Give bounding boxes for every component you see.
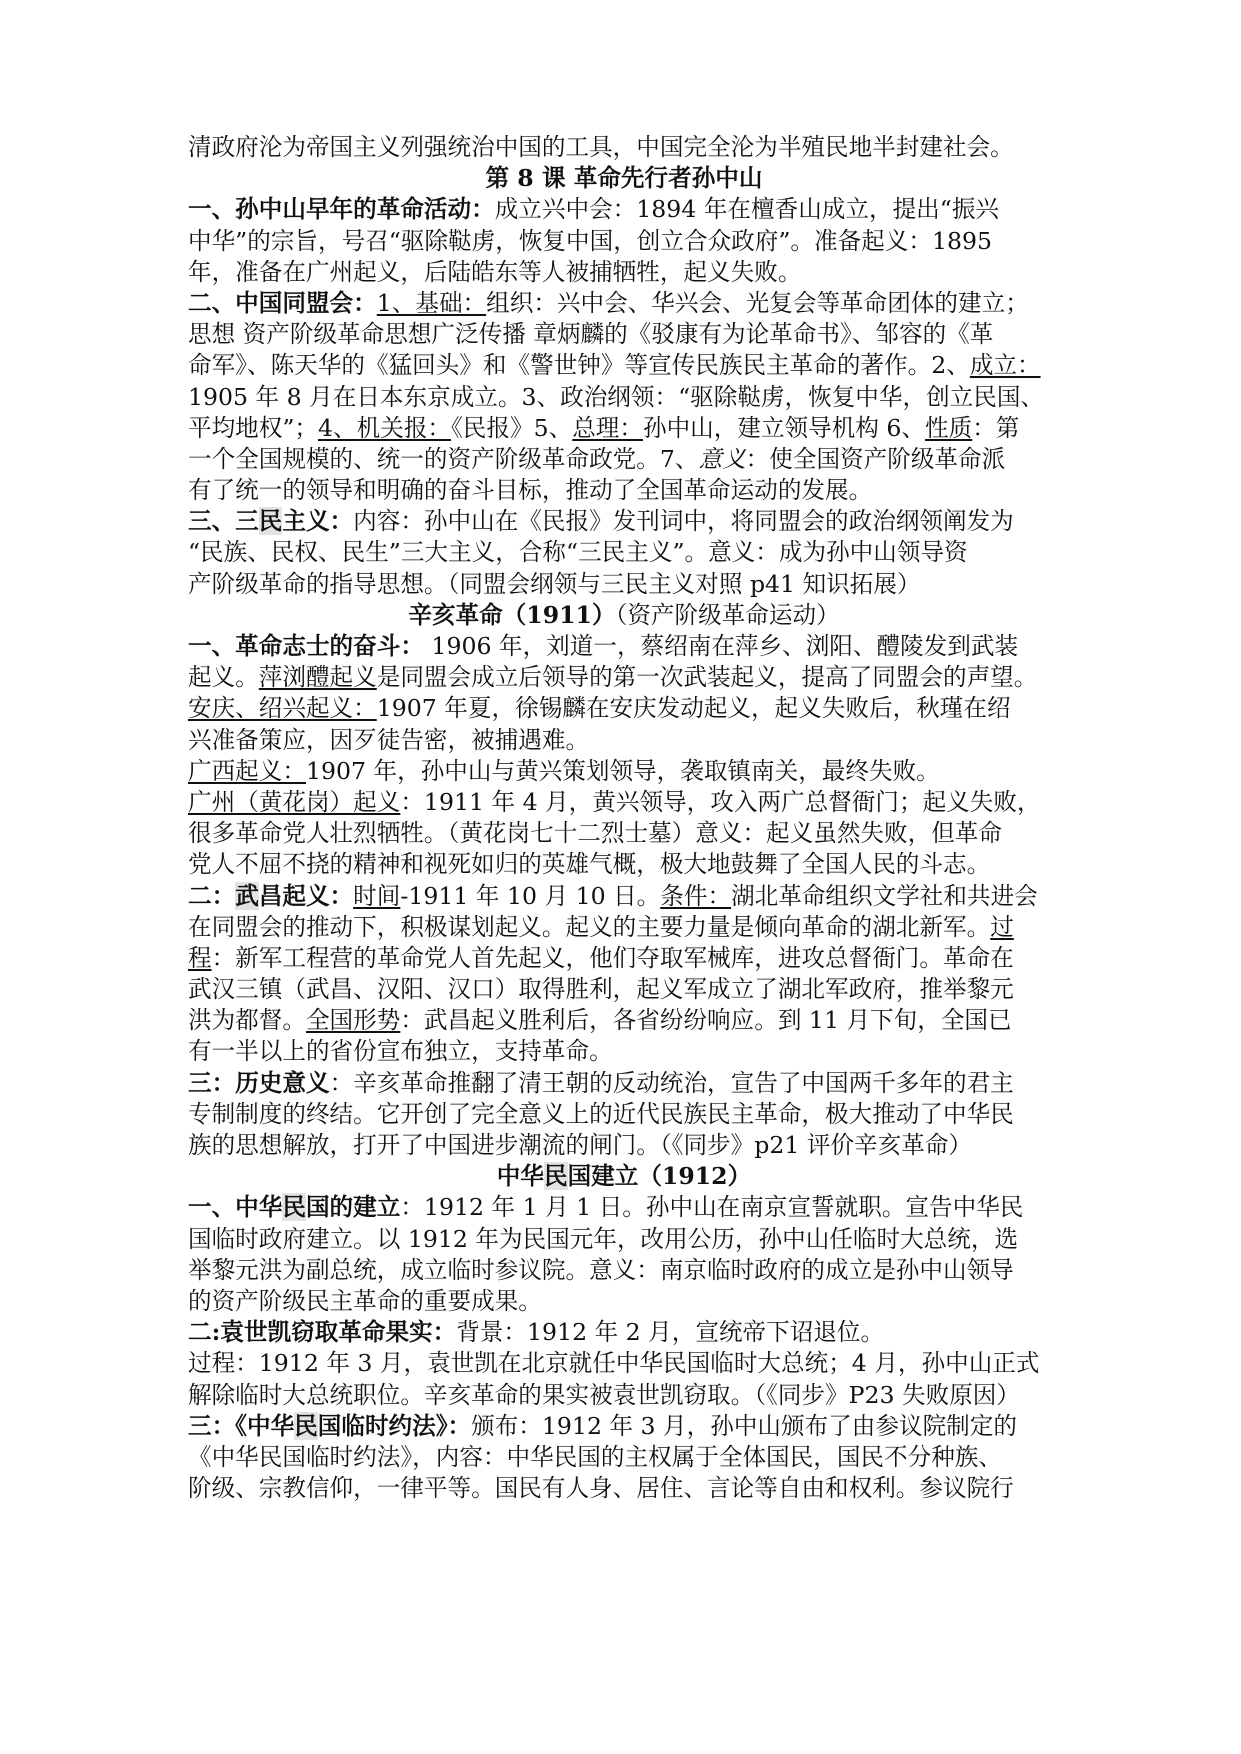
text-line bbox=[188, 350, 1060, 381]
text-run: 解除临时大总统职位。辛亥革命的果实被袁世凯窃取。（《同步》P23 失败原因） bbox=[188, 1380, 1020, 1409]
text-run: （资产阶级革命运动） bbox=[615, 600, 840, 629]
heading-run: 三： bbox=[188, 1068, 236, 1097]
underlined-run: 安庆、绍兴起义： bbox=[188, 694, 377, 723]
text-line bbox=[188, 756, 1060, 787]
text-line bbox=[188, 1130, 1060, 1161]
section-heading bbox=[188, 288, 1060, 319]
text-run: 举黎元洪为副总统，成立临时参议院。意义：南京临时政府的成立是孙中山领导 bbox=[188, 1255, 1014, 1284]
text-run: 颁布：1912 年 3 月，孙中山颁布了由参议院制定的 bbox=[471, 1411, 1017, 1440]
text-run: 孙中山，建立领导机构 6、 bbox=[642, 413, 926, 442]
text-line bbox=[188, 1099, 1060, 1130]
section-heading bbox=[188, 881, 1060, 912]
section-heading bbox=[188, 631, 1060, 662]
underlined-run: 4、机关报： bbox=[318, 413, 452, 442]
text-line bbox=[188, 1348, 1060, 1379]
text-run: 很多革命党人壮烈牺牲。（黄花岗七十二烈士墓）意义：起义虽然失败，但革命 bbox=[188, 819, 1002, 848]
underlined-run: 1、基础： bbox=[376, 288, 487, 317]
text-run: 命军》、陈天华的《猛回头》和《警世钟》等宣传民族民主革命的著作。2、 bbox=[188, 351, 970, 380]
text-line bbox=[188, 1473, 1060, 1504]
underlined-run: 程 bbox=[188, 943, 212, 972]
text-run: 起义。 bbox=[188, 663, 259, 692]
heading-run: 一、孙中山早年的革命活动： bbox=[188, 195, 495, 224]
heading-run: 昌起义： bbox=[258, 881, 354, 910]
text-run: 阶级、宗教信仰，一律平等。国民有人身、居住、言论等自由和权利。参议院行 bbox=[188, 1474, 1014, 1503]
heading-run: 三：《中华 bbox=[188, 1411, 295, 1440]
text-line bbox=[188, 132, 1060, 163]
text-run: 平均地权”； bbox=[188, 413, 319, 442]
heading-run: 国临时约法》： bbox=[317, 1411, 472, 1440]
text-line bbox=[188, 849, 1060, 880]
text-run: -1911 年 10 月 10 日。 bbox=[400, 881, 661, 910]
text-run: 第 8 课 革命先行者孙中山 bbox=[485, 164, 763, 193]
text-run: ：1911 年 4 月，黄兴领导，攻入两广总督衙门；起义失败， bbox=[400, 787, 1041, 816]
underlined-run: 萍浏醴起义 bbox=[258, 663, 377, 692]
text-run: 一个全国规模的、统一的资产阶级革命政党。7、 bbox=[188, 444, 699, 473]
text-run: 背景：1912 年 2 月，宣统帝下诏退位。 bbox=[456, 1318, 885, 1347]
text-line bbox=[188, 1286, 1060, 1317]
underlined-run: 条件： bbox=[660, 881, 732, 910]
section-title bbox=[188, 600, 1060, 631]
text-line bbox=[188, 787, 1060, 818]
underlined-run: 成立： bbox=[969, 351, 1041, 380]
text-line bbox=[188, 319, 1060, 350]
text-run: 族的思想解放，打开了中国进步潮流的闸门。（《同步》p21 评价辛亥革命） bbox=[188, 1131, 973, 1159]
heading-run: 二、中国同盟会： bbox=[188, 288, 377, 317]
section-heading bbox=[188, 1192, 1060, 1223]
text-run: 内容：孙中山在《民报》发刊词中，将同盟会的政治纲领阐发为 bbox=[353, 507, 1014, 536]
text-run: 湖北革命组织文学社和共进会 bbox=[731, 881, 1038, 910]
text-run: ：武昌起义胜利后，各省纷纷响应。到 11 月下旬，全国已 bbox=[400, 1006, 1012, 1035]
text-line bbox=[188, 943, 1060, 974]
text-line bbox=[188, 725, 1060, 756]
text-run: 1905 年 8 月在日本东京成立。3、政治纲领：“驱除鞑虏，恢复中华，创立民国、 bbox=[188, 382, 1045, 411]
text-line bbox=[188, 974, 1060, 1005]
text-run: 产阶级革命的指导思想。（同盟会纲领与三民主义对照 p41 知识拓展） bbox=[188, 569, 921, 598]
text-run: 《民报》5、 bbox=[451, 413, 573, 442]
text-run: ：辛亥革命推翻了清王朝的反动统治，宣告了中国两千多年的君主 bbox=[329, 1068, 1014, 1097]
text-run: 是同盟会成立后领导的第一次武装起义，提高了同盟会的声望。 bbox=[376, 663, 1038, 692]
underlined-run: 总理： bbox=[572, 413, 643, 442]
text-run: 中华”的宗旨，号召“驱除鞑虏，恢复中国，创立合众政府”。准备起义：1895 bbox=[188, 226, 993, 255]
text-run: 在同盟会的推动下，积极谋划起义。起义的主要力量是倾向革命的湖北新军。 bbox=[188, 912, 991, 941]
text-run: 年，准备在广州起义，后陆皓东等人被捕牺牲，起义失败。 bbox=[188, 257, 802, 286]
underlined-run: 广州（黄花岗）起义 bbox=[188, 787, 401, 816]
underlined-run: 全国形势 bbox=[305, 1006, 401, 1035]
text-run: 过程：1912 年 3 月，袁世凯在北京就任中华民国临时大总统；4 月，孙中山正式 bbox=[188, 1349, 1040, 1378]
text-line bbox=[188, 413, 1060, 444]
heading-run: 中华 bbox=[496, 1162, 544, 1191]
text-line bbox=[188, 257, 1060, 288]
section-heading bbox=[188, 506, 1060, 537]
text-line bbox=[188, 475, 1060, 506]
section-heading bbox=[188, 1068, 1060, 1099]
text-line bbox=[188, 1005, 1060, 1036]
section-heading bbox=[188, 1411, 1060, 1442]
text-line bbox=[188, 569, 1060, 600]
highlighted-run: 民 bbox=[258, 507, 283, 536]
text-run: 有了统一的领导和明确的奋斗目标，推动了全国革命运动的发展。 bbox=[188, 476, 873, 505]
text-run: ：新军工程营的革命党人首先起义，他们夺取军械库，进攻总督衙门。革命在 bbox=[211, 943, 1014, 972]
text-run: ：第 bbox=[972, 413, 1020, 442]
section-title bbox=[188, 1161, 1060, 1192]
heading-run: 国建立（1912） bbox=[567, 1162, 752, 1191]
underlined-run: 时间 bbox=[353, 881, 401, 910]
text-line bbox=[188, 537, 1060, 568]
highlighted-run: 民 bbox=[543, 1162, 568, 1191]
highlighted-run: 民 bbox=[294, 1411, 318, 1440]
text-line bbox=[188, 1224, 1060, 1255]
text-run: 思想 资产阶级革命思想广泛传播 章炳麟的《驳康有为论革命书》、邹容的《革 bbox=[188, 320, 994, 349]
underlined-run: 过 bbox=[990, 912, 1014, 941]
heading-run: 二： bbox=[188, 881, 236, 910]
text-run: 1907 年，孙中山与黄兴策划领导，袭取镇南关，最终失败。 bbox=[305, 756, 940, 785]
text-run: 专制制度的终结。它开创了完全意义上的近代民族民主革命，极大推动了中华民 bbox=[188, 1099, 1014, 1128]
section-heading bbox=[188, 1317, 1060, 1348]
text-line bbox=[188, 1380, 1060, 1411]
lesson-title bbox=[188, 163, 1060, 194]
text-run: “民族、民权、民生”三大主义，合称“三民主义”。意义：成为孙中山领导资 bbox=[188, 538, 968, 567]
text-run: 的资产阶级民主革命的重要成果。 bbox=[188, 1286, 542, 1315]
heading-run: 历史意义 bbox=[235, 1068, 330, 1097]
text-line bbox=[188, 912, 1060, 943]
heading-run: 主义： bbox=[282, 507, 354, 536]
highlighted-run: 民 bbox=[282, 1193, 306, 1222]
heading-run: 二:袁世凯窃取革命果实： bbox=[188, 1318, 457, 1347]
section-heading bbox=[188, 194, 1060, 225]
text-run: 1907 年夏，徐锡麟在安庆发动起义，起义失败后，秋瑾在绍 bbox=[376, 694, 1011, 723]
text-run: 党人不屈不挠的精神和视死如归的英雄气概，极大地鼓舞了全国人民的斗志。 bbox=[188, 850, 991, 879]
text-run: 1906 年，刘道一，蔡绍南在萍乡、浏阳、醴陵发到武装 bbox=[423, 632, 1019, 660]
heading-run: 三、三 bbox=[188, 507, 259, 536]
text-run: 国临时政府建立。以 1912 年为民国元年，改用公历，孙中山任临时大总统，选 bbox=[188, 1224, 1019, 1253]
text-line bbox=[188, 226, 1060, 257]
text-line bbox=[188, 382, 1060, 413]
underlined-run: 性质 bbox=[925, 413, 973, 442]
heading-run: 一、革命志士的奋斗： bbox=[188, 632, 424, 660]
text-run: 组织：兴中会、华兴会、光复会等革命团体的建立； bbox=[486, 288, 1029, 317]
text-run: 武汉三镇（武昌、汉阳、汉口）取得胜利，起义军成立了湖北军政府，推举黎元 bbox=[188, 975, 1014, 1004]
text-run: 成立兴中会：1894 年在檀香山成立，提出“振兴 bbox=[494, 195, 1000, 224]
heading-run: 国的建立 bbox=[305, 1193, 401, 1222]
underlined-run: 广西起义： bbox=[188, 756, 306, 785]
text-run: 《中华民国临时约法》，内容：中华民国的主权属于全体国民，国民不分种族、 bbox=[188, 1442, 1002, 1471]
text-run: 洪为都督。 bbox=[188, 1006, 306, 1035]
text-run: 清政府沦为帝国主义列强统治中国的工具，中国完全沦为半殖民地半封建社会。 bbox=[188, 133, 1014, 161]
text-line bbox=[188, 1036, 1060, 1067]
text-run: ：1912 年 1 月 1 日。孙中山在南京宣誓就职。宣告中华民 bbox=[400, 1193, 1024, 1222]
highlighted-run: 武 bbox=[235, 881, 259, 910]
document-page bbox=[188, 132, 1060, 1504]
heading-run: 辛亥革命（1911） bbox=[408, 600, 616, 629]
text-run: 兴准备策应，因歹徒告密，被捕遇难。 bbox=[188, 725, 590, 754]
text-run: 有一半以上的省份宣布独立，支持革命。 bbox=[188, 1037, 613, 1066]
heading-run: 一、中华 bbox=[188, 1193, 283, 1222]
italic-run: 意义 bbox=[698, 444, 746, 473]
text-run: ：使全国资产阶级革命派 bbox=[745, 444, 1006, 473]
text-line bbox=[188, 693, 1060, 724]
text-line bbox=[188, 662, 1060, 693]
text-line bbox=[188, 444, 1060, 475]
text-line bbox=[188, 818, 1060, 849]
text-line bbox=[188, 1442, 1060, 1473]
text-line bbox=[188, 1255, 1060, 1286]
